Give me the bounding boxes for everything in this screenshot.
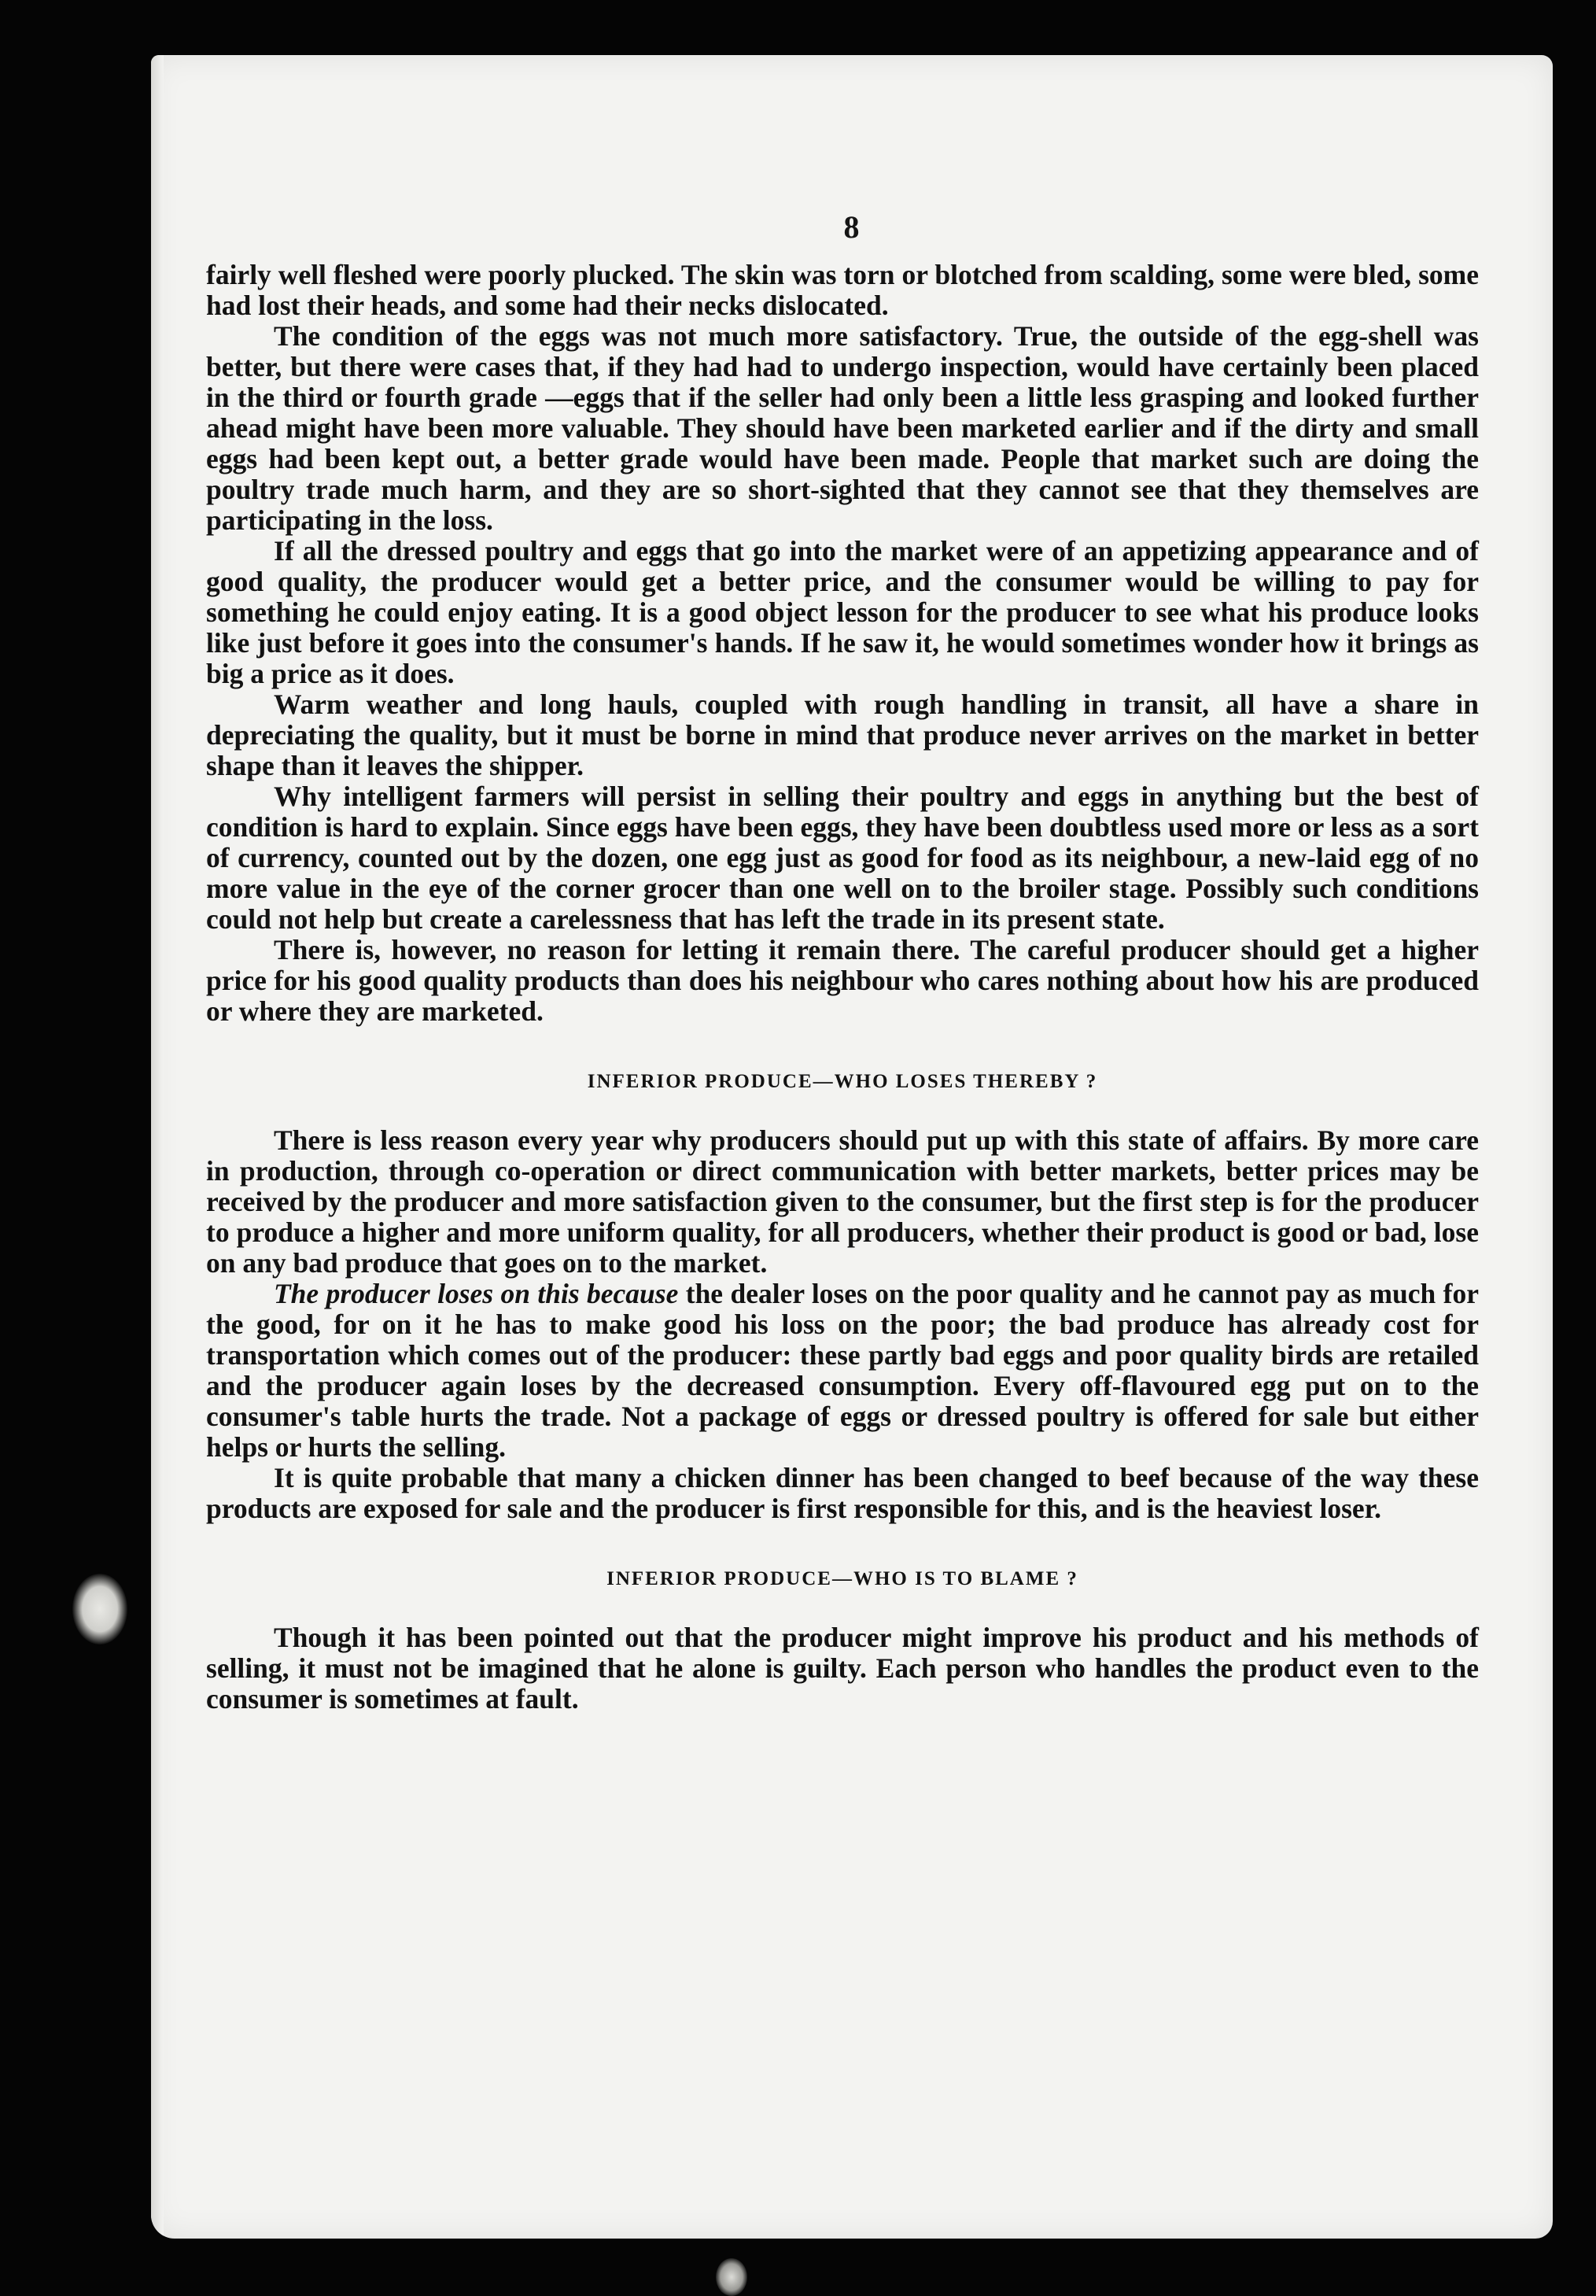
page-edge-shadow bbox=[151, 55, 164, 2239]
italic-lead-phrase: The producer loses on this because bbox=[274, 1278, 679, 1309]
scan-artifact-mark bbox=[716, 2258, 747, 2296]
paragraph-less-reason: There is less reason every year why producers should put up with this state of affairs. By more care in production, through co-operation or direct communication with better markets, better prices may be received by the producer and more satisfaction given to the consumer, but the first step is for the producer to produce a higher and more uniform quality, for all producers, whether their product is good or bad, lose on any bad produce that goes on to the market. bbox=[206, 1124, 1479, 1279]
page-number: 8 bbox=[843, 209, 861, 245]
paragraph-warm-weather: Warm weather and long hauls, coupled with rough handling in transit, all have a share in depreciating the quality, but it must be borne in mind that produce never arrives on the market in better shape than it leaves the shipper. bbox=[206, 688, 1479, 781]
paragraph-continued: fairly well fleshed were poorly plucked. The skin was torn or blotched from scalding, some were bled, some had lost their heads, and some had their necks dislocated. bbox=[206, 259, 1479, 321]
paragraph-though-pointed-out: Though it has been pointed out that the producer might improve his product and his methods of selling, it must not be imagined that he alone is guilty. Each person who handles the product even to the consumer is sometimes at fault. bbox=[206, 1622, 1479, 1715]
body-text bbox=[206, 260, 1479, 1715]
paragraph-producer-loses bbox=[206, 1279, 1479, 1463]
paragraph-chicken-dinner: It is quite probable that many a chicken dinner has been changed to beef because of the way these products are exposed for sale and the producer is first responsible for this, and is the heaviest loser. bbox=[206, 1462, 1479, 1524]
paragraph-intelligent-farmers: Why intelligent farmers will persist in selling their poultry and eggs in anything but the best of condition is hard to explain. Since eggs have been eggs, they have been doubtless used more or less as a sort of currency, counted out by the dozen, one egg just as good for food as its neighbour, a new-laid egg of no more value in the eye of the corner grocer than one well on to the broiler stage. Possibly such conditions could not help but create a carelessness that has left the trade in its present state. bbox=[206, 781, 1479, 935]
paragraph-eggs-condition: The condition of the eggs was not much more satisfactory. True, the outside of the egg-shell was better, but there were cases that, if they had had to undergo inspection, would have certainly been placed in the third or fourth grade —eggs that if the seller had only been a little less grasping and looked further ahead might have been more valuable. They should have been marketed earlier and if the dirty and small eggs had been kept out, a better grade would have been made. People that market such are doing the poultry trade much harm, and they are so short-sighted that they cannot see that they themselves are participating in the loss. bbox=[206, 320, 1479, 536]
section-heading-who-to-blame: INFERIOR PRODUCE—WHO IS TO BLAME ? bbox=[606, 1568, 1078, 1589]
paper-stain-mark bbox=[72, 1574, 127, 1644]
section-heading-who-loses: INFERIOR PRODUCE—WHO LOSES THEREBY ? bbox=[587, 1071, 1098, 1092]
paragraph-no-reason: There is, however, no reason for letting it remain there. The careful producer should get a higher price for his good quality products than does his neighbour who cares nothing about how his are produced or where they are marketed. bbox=[206, 934, 1479, 1027]
paragraph-producer-loses-text: the dealer loses on the poor quality and he cannot pay as much for the good, for on it he has to make good his loss on the poor; the bad produce has already cost for transportation which comes out of the producer: these partly bad eggs and poor quality birds are retailed and the producer again loses by the decreased consumption. Every off-flavoured egg put on to the consumer's table hurts the trade. Not a package of eggs or dressed poultry is offered for sale but either helps or hurts the selling. bbox=[206, 1278, 1479, 1463]
paragraph-dressed-poultry: If all the dressed poultry and eggs that go into the market were of an appetizing appearance and of good quality, the producer would get a better price, and the consumer would be willing to pay for something he could enjoy eating. It is a good object lesson for the producer to see what his produce looks like just before it goes into the consumer's hands. If he saw it, he would sometimes wonder how it brings as big a price as it does. bbox=[206, 535, 1479, 689]
